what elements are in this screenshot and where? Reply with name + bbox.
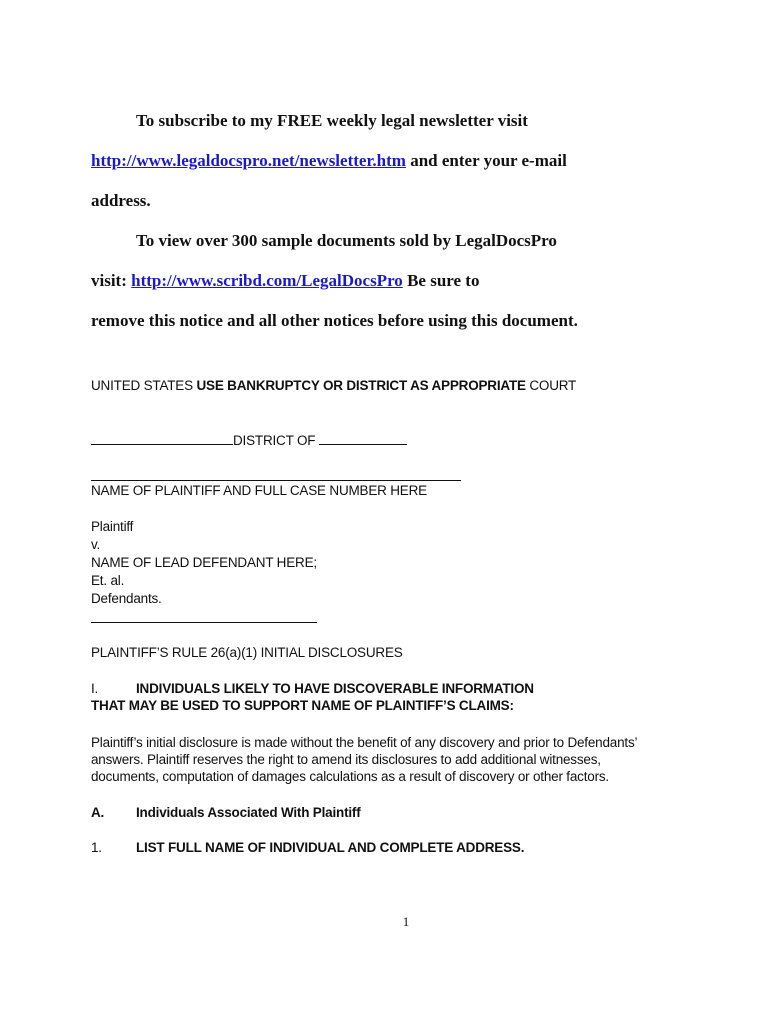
district-blank-right <box>319 432 407 445</box>
caption-bottom-rule <box>91 622 317 623</box>
caption-parties <box>91 518 317 608</box>
list-item-1 <box>91 840 524 855</box>
page-number: 1 <box>402 914 410 929</box>
court-type-placeholder: USE BANKRUPTCY OR DISTRICT AS APPROPRIATE <box>196 378 526 393</box>
disclosure-paragraph <box>91 734 691 785</box>
versus-label: v. <box>91 537 101 552</box>
section-a-title: Individuals Associated With Plaintiff <box>136 805 361 820</box>
notice-line-4: To view over 300 sample documents sold by LegalDocsPro <box>136 231 557 250</box>
paragraph-line-3: documents, computation of damages calculations as a result of discovery or other factors. <box>91 769 609 784</box>
notice-line-3: address. <box>91 191 151 210</box>
section-1-heading <box>91 680 534 714</box>
district-line <box>91 432 407 448</box>
caption-top-rule <box>91 480 461 481</box>
section-a-heading <box>91 805 361 820</box>
district-blank-left <box>91 432 233 445</box>
newsletter-link[interactable]: http://www.legaldocspro.net/newsletter.htm <box>91 151 406 170</box>
section-1-number: I. <box>91 681 99 696</box>
notice-line-1: To subscribe to my FREE weekly legal newsletter visit <box>136 111 528 130</box>
notice-line-2-rest: and enter your e-mail <box>405 151 567 170</box>
notice-line-2 <box>91 148 711 188</box>
notice-line-6: remove this notice and all other notices before using this document. <box>91 311 578 330</box>
notice-line-5 <box>91 268 711 308</box>
court-prefix: UNITED STATES <box>91 378 197 393</box>
court-suffix: COURT <box>525 378 577 393</box>
scribd-link[interactable]: http://www.scribd.com/LegalDocsPro <box>131 271 403 290</box>
district-label: DISTRICT OF <box>233 433 319 448</box>
court-heading <box>91 378 576 393</box>
et-al-label: Et. al. <box>91 573 125 588</box>
paragraph-line-2: answers. Plaintiff reserves the right to amend its disclosures to add additional witnesses, <box>91 752 601 767</box>
item-1-text: LIST FULL NAME OF INDIVIDUAL AND COMPLETE ADDRESS. <box>136 840 525 855</box>
defendants-label: Defendants. <box>91 591 162 606</box>
plaintiff-name: NAME OF PLAINTIFF AND FULL CASE NUMBER HERE <box>91 483 427 498</box>
section-1-heading-line-2: THAT MAY BE USED TO SUPPORT NAME OF PLAINTIFF’S CLAIMS: <box>91 698 514 713</box>
notice-line-5-rest: Be sure to <box>402 271 480 290</box>
document-title: PLAINTIFF’S RULE 26(a)(1) INITIAL DISCLOSURES <box>91 645 403 660</box>
notice-line-5-prefix: visit: <box>91 271 132 290</box>
newsletter-notice <box>91 108 711 348</box>
item-1-number: 1. <box>91 840 102 855</box>
paragraph-line-1: Plaintiff’s initial disclosure is made without the benefit of any discovery and prior to Defendants’ <box>91 735 638 750</box>
plaintiff-label: Plaintiff <box>91 519 134 534</box>
section-1-heading-line-1: INDIVIDUALS LIKELY TO HAVE DISCOVERABLE INFORMATION <box>136 681 534 696</box>
section-a-number: A. <box>91 805 105 820</box>
defendant-name: NAME OF LEAD DEFENDANT HERE; <box>91 555 317 570</box>
